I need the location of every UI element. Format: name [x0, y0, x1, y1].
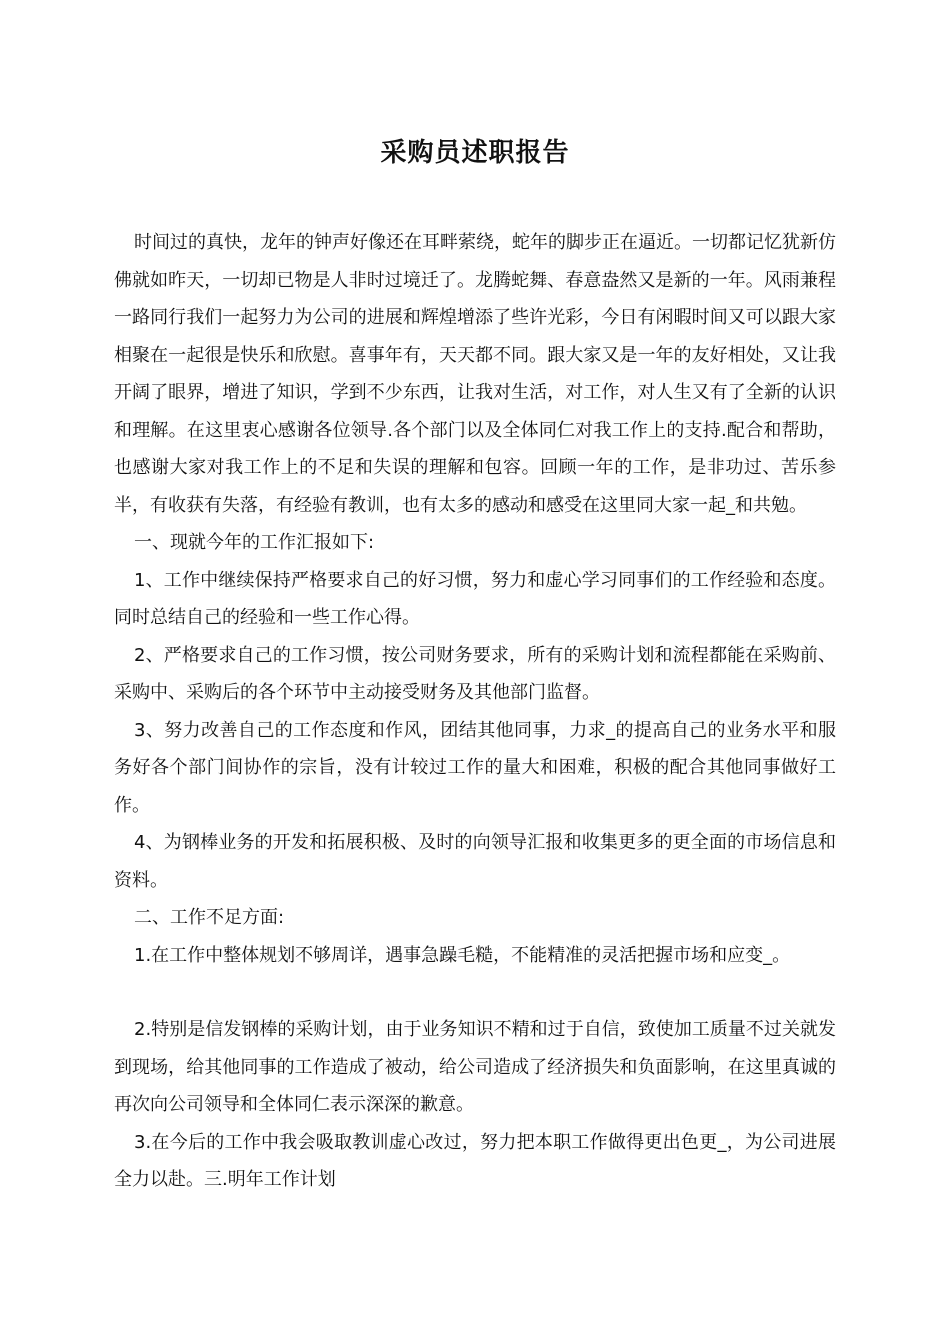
intro-paragraph: 时间过的真快，龙年的钟声好像还在耳畔萦绕，蛇年的脚步正在逼近。一切都记忆犹新仿佛就如昨天，一切却已物是人非时过境迁了。龙腾蛇舞、春意盎然又是新的一年。风雨兼程一路同行我们一起努力为公司的进展和辉煌增添了些许光彩，今日有闲暇时间又可以跟大家相聚在一起很是快乐和欣慰。喜事年有，天天都不同。跟大家又是一年的友好相处，又让我开阔了眼界，增进了知识，学到不少东西，让我对生活，对工作，对人生又有了全新的认识和理解。在这里衷心感谢各位领导.各个部门以及全体同仁对我工作上的支持.配合和帮助，也感谢大家对我工作上的不足和失误的理解和包容。回顾一年的工作，是非功过、苦乐参半，有收获有失落，有经验有教训，也有太多的感动和感受在这里同大家一起_和共勉。 — [114, 232, 836, 516]
work-item-2: 2、严格要求自己的工作习惯，按公司财务要求，所有的采购计划和流程都能在采购前、采购中、采购后的各个环节中主动接受财务及其他部门监督。 — [114, 644, 836, 703]
document-title: 采购员述职报告 — [380, 138, 570, 168]
shortcoming-item-2: 2.特别是信发钢棒的采购计划，由于业务知识不精和过于自信，致使加工质量不过关就发到现场，给其他同事的工作造成了被动，给公司造成了经济损失和负面影响，在这里真诚的再次向公司领导和全体同仁表示深深的歉意。 — [114, 1019, 836, 1115]
document-body — [114, 224, 836, 1199]
work-item-3: 3、努力改善自己的工作态度和作风，团结其他同事，力求_的提高自己的业务水平和服务好各个部门间协作的宗旨，没有计较过工作的量大和困难，积极的配合其他同事做好工作。 — [114, 719, 836, 816]
section-heading-shortcomings: 二、工作不足方面: — [134, 907, 285, 928]
shortcoming-item-3: 3.在今后的工作中我会吸取教训虚心改过，努力把本职工作做得更出色更_，为公司进展全力以赴。三.明年工作计划 — [114, 1131, 836, 1190]
shortcoming-item-1: 1.在工作中整体规划不够周详，遇事急躁毛糙，不能精准的灵活把握市场和应变_。 — [134, 944, 791, 966]
section-heading-work-report: 一、现就今年的工作汇报如下: — [134, 532, 375, 553]
work-item-4: 4、为钢棒业务的开发和拓展积极、及时的向领导汇报和收集更多的更全面的市场信息和资料。 — [114, 832, 836, 891]
work-item-1: 1、工作中继续保持严格要求自己的好习惯，努力和虚心学习同事们的工作经验和态度。同时总结自己的经验和一些工作心得。 — [114, 569, 836, 628]
